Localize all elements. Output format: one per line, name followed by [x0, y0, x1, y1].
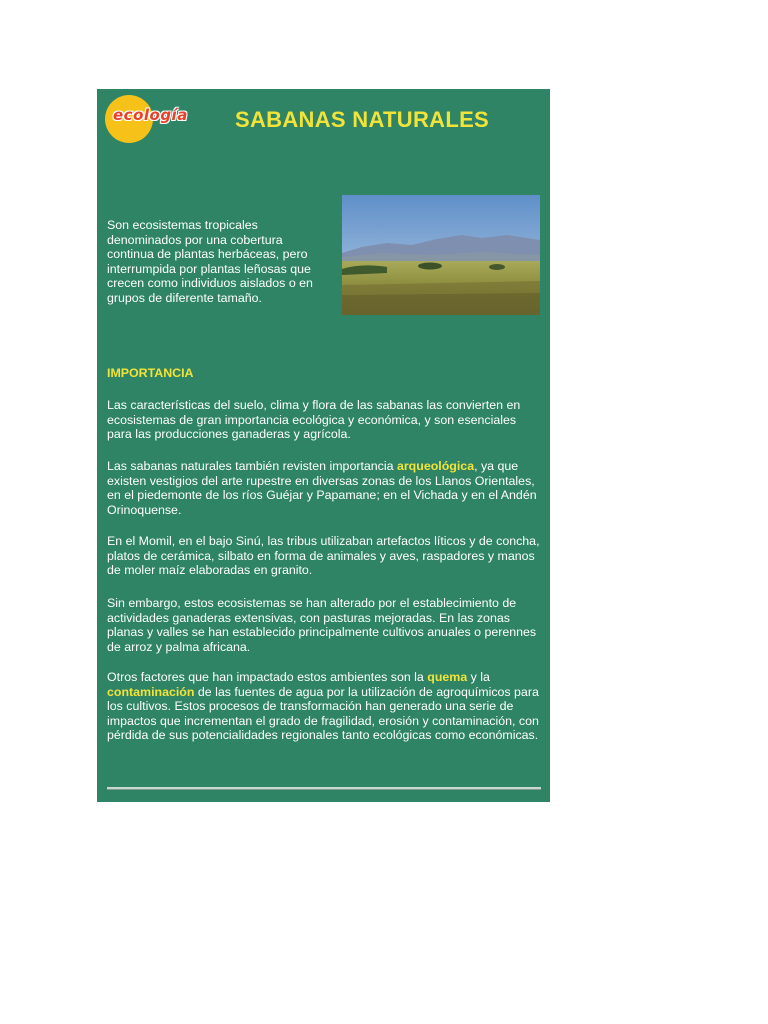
savanna-landscape-photo [342, 195, 540, 315]
paragraph-4: Sin embargo, estos ecosistemas se han alterado por el establecimiento de actividades ganaderas extensivas, con pasturas mejoradas. En las zonas planas y valles se han establecido principalmente cultivos anuales o perennes de arroz y palma africana. [107, 596, 537, 654]
paragraph-5-text-c: de las fuentes de agua por la utilización de agroquímicos para los cultivos. Estos procesos de transformación han generado una serie de impactos que incrementan el grado de fragilidad, erosión y contaminación, con pérdida de sus potencialidades regionales tanto ecológicas como económicas. [107, 684, 539, 743]
horizontal-divider [107, 787, 541, 790]
highlight-quema: quema [427, 670, 468, 684]
paragraph-2-text-b: , ya que existen vestigios del arte rupestre en diversas zonas de los Llanos Orientales, en el piedemonte de los ríos Guéjar y Papamane; en el Vichada y en el Andén Orinoquense. [107, 459, 537, 517]
ecologia-logo [105, 95, 197, 145]
highlight-contaminacion: contaminación [107, 684, 195, 699]
paragraph-2 [107, 459, 543, 517]
content-panel [97, 89, 550, 802]
paragraph-5-text-b: y la [467, 670, 490, 684]
logo-text: ecología [113, 106, 188, 124]
paragraph-5 [107, 670, 543, 743]
section-heading-importancia: IMPORTANCIA [107, 366, 194, 380]
paragraph-5-text-a: Otros factores que han impactado estos ambientes son la [107, 670, 428, 684]
paragraph-3: En el Momil, en el bajo Sinú, las tribus utilizaban artefactos líticos y de concha, platos de cerámica, silbato en forma de animales y aves, raspadores y manos de moler maíz elaboradas en granito. [107, 534, 540, 578]
paragraph-1: Las características del suelo, clima y flora de las sabanas las convierten en ecosistemas de gran importancia ecológica y económica, y son esenciales para las producciones ganaderas y agrícola. [107, 398, 521, 442]
page-title: SABANAS NATURALES [235, 107, 490, 132]
paragraph-2-text-a: Las sabanas naturales también revisten importancia [107, 459, 397, 473]
highlight-arqueologica: arqueológica [396, 459, 475, 473]
intro-paragraph: Son ecosistemas tropicales denominados por una cobertura continua de plantas herbáceas, pero interrumpida por plantas leñosas que crecen como individuos aislados o en grupos de diferente tamaño. [107, 218, 313, 305]
